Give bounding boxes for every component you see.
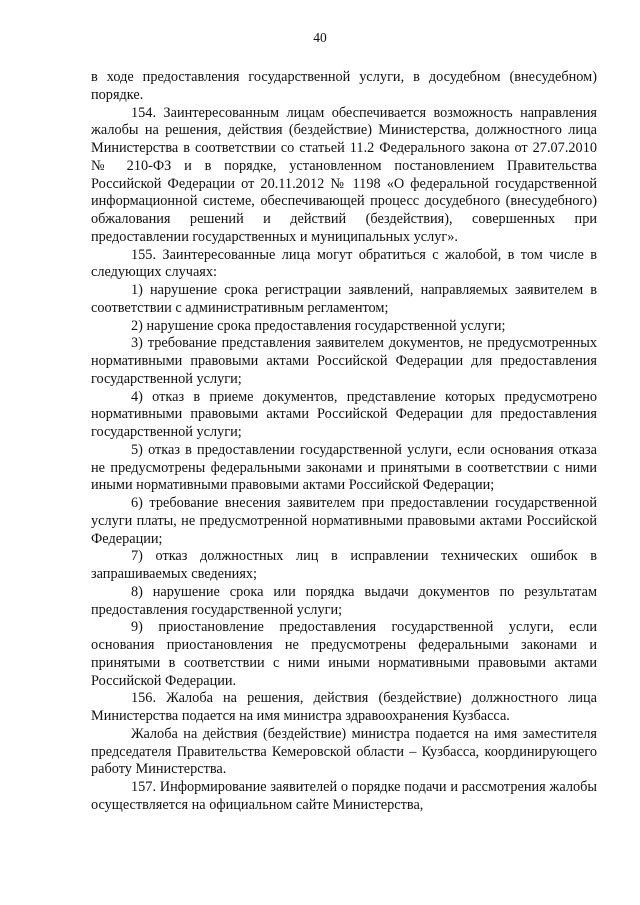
- list-item: 6) требование внесения заявителем при предоставлении государственной услуги платы, не предусмотренной нормативными правовыми актами Российской Федерации;: [91, 495, 597, 547]
- list-item: 2) нарушение срока предоставления государственной услуги;: [131, 317, 506, 334]
- list-item: 4) отказ в приеме документов, представление которых предусмотрено нормативными правовыми актами Российской Федерации для предоставления государственной услуги;: [91, 388, 597, 440]
- document-body: [91, 69, 597, 815]
- paragraph: 156. Жалоба на решения, действия (бездействие) должностного лица Министерства подается на имя министра здравоохранения Кузбасса.: [91, 690, 597, 724]
- list-item: 9) приостановление предоставления государственной услуги, если основания приостановления не предусмотрены федеральными законами и принятыми в соответствии с ними иными нормативными правовыми актами Российской Федерации.: [91, 619, 597, 689]
- list-item: 1) нарушение срока регистрации заявлений, направляемых заявителем в соответствии с административным регламентом;: [91, 282, 597, 316]
- paragraph: 154. Заинтересованным лицам обеспечивается возможность направления жалобы на решения, действия (бездействие) Министерства, должностного лица Министерства в соответствии со статьей 11.2 Федерального закона от 27.07.2010 № 210-ФЗ и в порядке, установленном постановлением Правительства Российской Федерации от 20.11.2012 № 1198 «О федеральной государственной информационной системе, обеспечивающей процесс досудебного (внесудебного) обжалования решений и действий (бездействия), совершенных при предоставлении государственных и муниципальных услуг».: [91, 104, 597, 245]
- page-number: 40: [313, 30, 327, 45]
- list-item: 3) требование представления заявителем документов, не предусмотренных нормативными правовыми актами Российской Федерации для предоставления государственной услуги;: [91, 335, 597, 387]
- list-item: 7) отказ должностных лиц в исправлении технических ошибок в запрашиваемых сведениях;: [91, 548, 597, 582]
- paragraph: 155. Заинтересованные лица могут обратиться с жалобой, в том числе в следующих случаях:: [91, 246, 597, 281]
- paragraph: Жалоба на действия (бездействие) министра подается на имя заместителя председателя Правительства Кемеровской области – Кузбасса, координирующего работу Министерства.: [91, 725, 597, 778]
- list-item: 8) нарушение срока или порядка выдачи документов по результатам предоставления государственной услуги;: [91, 583, 597, 618]
- paragraph: в ходе предоставления государственной услуги, в досудебном (внесудебном) порядке.: [91, 69, 597, 103]
- paragraph: 157. Информирование заявителей о порядке подачи и рассмотрения жалобы осуществляется на официальном сайте Министерства,: [91, 779, 597, 813]
- list-item: 5) отказ в предоставлении государственной услуги, если основания отказа не предусмотрены федеральными законами и принятыми в соответствии с ними иными нормативными правовыми актами Российской Федерации;: [91, 441, 597, 494]
